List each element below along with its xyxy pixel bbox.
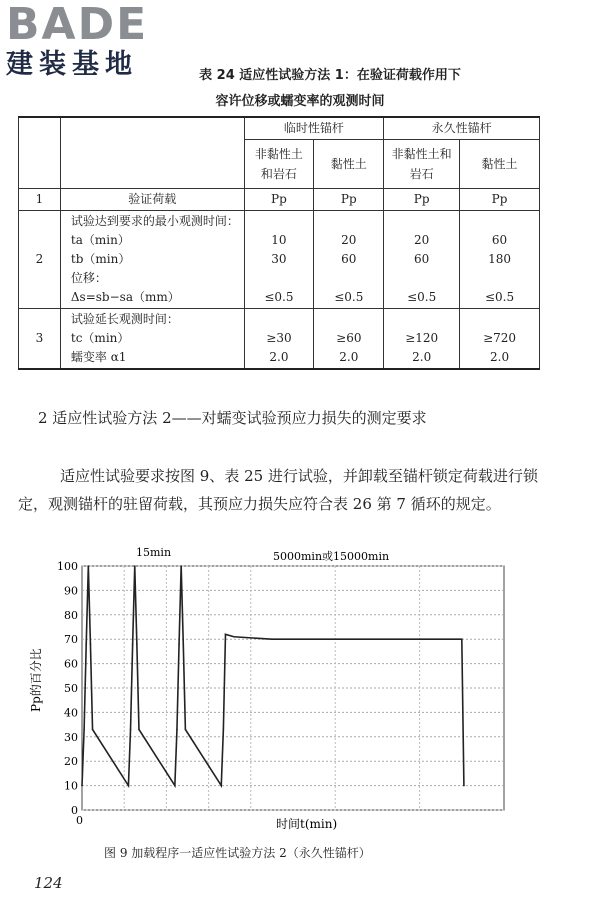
row2-line: 试验达到要求的最小观测时间： xyxy=(70,214,239,228)
series-point xyxy=(185,729,187,731)
header-nonclay-perm: 非黏性土和岩石 xyxy=(384,140,460,189)
row3-line: tc（min） xyxy=(70,331,130,345)
series-point xyxy=(220,785,222,787)
y-tick-label: 60 xyxy=(64,657,78,671)
section-heading-paragraph: 2 适应性试验方法 2——对蠕变试验预应力损失的测定要求 xyxy=(38,409,427,427)
row1-val: Pp xyxy=(314,189,384,211)
body-paragraph: 适应性试验要求按图 9、表 25 进行试验，并卸载至锚杆锁定荷载进行锁定，观测锚杆的驻留荷载，其预应力损失应符合表 26 第 7 循环的规定。 xyxy=(18,467,538,513)
y-tick-label: 90 xyxy=(64,584,78,598)
series-point xyxy=(130,729,132,731)
chart-series xyxy=(81,565,465,786)
series-point xyxy=(271,638,273,640)
row2-line: ta（min） xyxy=(70,233,130,247)
row2-label xyxy=(60,211,244,309)
series-point xyxy=(88,565,90,567)
row1-label: 验证荷载 xyxy=(60,189,244,211)
series-point xyxy=(178,643,180,645)
series-point xyxy=(182,643,184,645)
logo-word: BADE xyxy=(6,0,149,50)
chart-frame xyxy=(82,566,504,810)
figure-caption: 图 9 加载程序一适应性试验方法 2（永久性锚杆） xyxy=(104,846,371,860)
series-point xyxy=(92,729,94,731)
y-tick-label: 40 xyxy=(64,706,78,720)
row2-num: 2 xyxy=(19,211,61,309)
y-tick-label: 100 xyxy=(57,560,78,573)
header-temporary-anchor: 临时性锚杆 xyxy=(244,117,384,140)
row3-label xyxy=(60,309,244,370)
loading-procedure-chart xyxy=(18,546,540,846)
row2-line: 位移： xyxy=(70,271,107,285)
y-tick-label: 10 xyxy=(64,779,78,793)
y-tick-label: 0 xyxy=(71,804,78,817)
observation-time-table xyxy=(18,116,540,370)
series-line-loading xyxy=(82,566,464,786)
x-origin-label: 0 xyxy=(76,814,83,827)
header-clay-perm: 黏性土 xyxy=(460,140,540,189)
row3-col1: ≥30 2.0 xyxy=(244,309,314,370)
series-point xyxy=(233,636,235,638)
row2-col3: 20 60 ≤0.5 xyxy=(384,211,460,309)
series-point xyxy=(138,729,140,731)
series-point xyxy=(223,729,225,731)
series-point xyxy=(134,565,136,567)
row3-line: 蠕变率 α1 xyxy=(70,350,127,364)
x-axis-label: 时间t(min) xyxy=(276,817,338,831)
annotation-duration: 5000min或15000min xyxy=(273,550,390,563)
series-point xyxy=(128,785,130,787)
row2-col2: 20 60 ≤0.5 xyxy=(314,211,384,309)
header-blank-num xyxy=(19,117,61,189)
series-point xyxy=(461,638,463,640)
series-point xyxy=(83,729,85,731)
row3-line: 试验延长观测时间： xyxy=(70,312,179,326)
row2-col4: 60 180 ≤0.5 xyxy=(460,211,540,309)
row3-col3: ≥120 2.0 xyxy=(384,309,460,370)
series-point xyxy=(81,785,83,787)
y-tick-label: 80 xyxy=(64,608,78,622)
page-number: 124 xyxy=(34,874,63,892)
series-point xyxy=(463,785,465,787)
y-tick-label: 70 xyxy=(64,633,78,647)
series-point xyxy=(174,785,176,787)
header-clay-temp: 黏性土 xyxy=(314,140,384,189)
series-point xyxy=(180,565,182,567)
series-point xyxy=(136,643,138,645)
series-point xyxy=(90,643,92,645)
series-point xyxy=(225,634,227,636)
row2-col1: 10 30 ≤0.5 xyxy=(244,211,314,309)
row2-line: tb（min） xyxy=(70,252,131,266)
annotation-15min: 15min xyxy=(136,546,172,559)
row1-num: 1 xyxy=(19,189,61,211)
table-caption-line1: 表 24 适应性试验方法 1：在验证荷载作用下 xyxy=(199,68,461,83)
series-point xyxy=(85,643,87,645)
row2-line: Δs=sb−sa（mm） xyxy=(70,290,180,304)
header-permanent-anchor: 永久性锚杆 xyxy=(384,117,540,140)
row3-col2: ≥60 2.0 xyxy=(314,309,384,370)
y-tick-label: 50 xyxy=(64,682,78,695)
logo-subtitle: 建装基地 xyxy=(6,49,138,80)
row1-val: Pp xyxy=(384,189,460,211)
row1-val: Pp xyxy=(244,189,314,211)
row1-val: Pp xyxy=(460,189,540,211)
y-tick-label: 30 xyxy=(64,730,78,744)
header-nonclay-temp: 非黏性土和岩石 xyxy=(244,140,314,189)
header-blank-label xyxy=(60,117,244,189)
y-axis-label: Pp的百分比 xyxy=(29,648,43,712)
table-caption-line2: 容许位移或蠕变率的观测时间 xyxy=(215,94,385,109)
row3-col4: ≥720 2.0 xyxy=(460,309,540,370)
series-point xyxy=(132,643,134,645)
series-point xyxy=(176,729,178,731)
chart-y-ticks xyxy=(57,560,78,817)
y-tick-label: 20 xyxy=(64,755,78,769)
row3-num: 3 xyxy=(19,309,61,370)
chart-grid xyxy=(82,566,504,810)
